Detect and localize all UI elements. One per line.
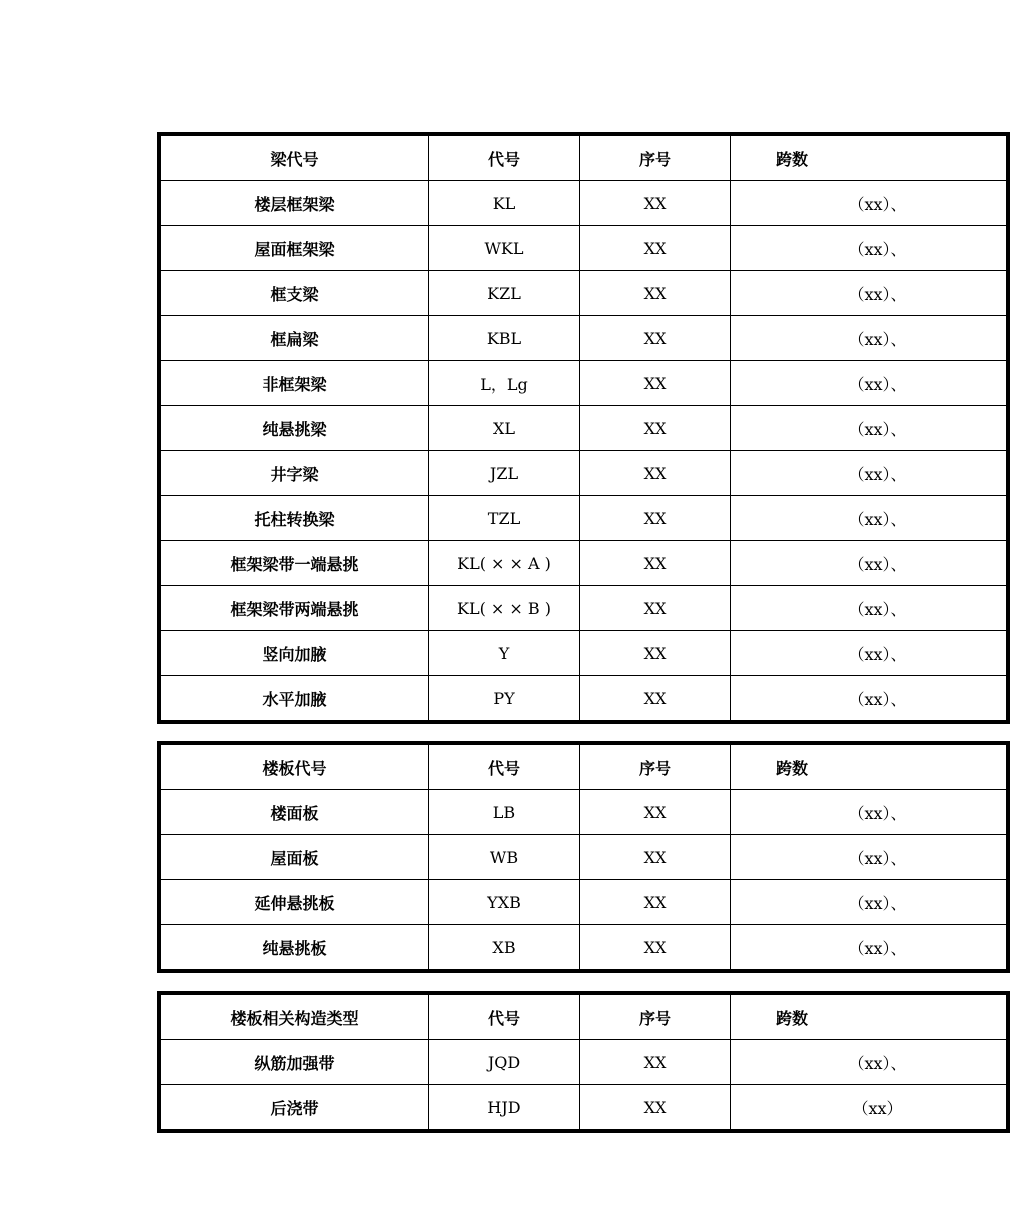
slab-detail-code-table (157, 991, 1010, 1133)
row-span: （xx）、 (731, 676, 1009, 723)
header-name: 梁代号 (159, 134, 429, 181)
row-name: 纯悬挑梁 (159, 406, 429, 451)
row-seq: XX (580, 316, 731, 361)
row-span: （xx）、 (731, 271, 1009, 316)
row-name: 楼层框架梁 (159, 181, 429, 226)
header-name: 楼板相关构造类型 (159, 993, 429, 1040)
row-code: Y (429, 631, 580, 676)
row-name: 纵筋加强带 (159, 1040, 429, 1085)
table-row (159, 496, 1008, 541)
table-header-row (159, 743, 1008, 790)
row-code: KBL (429, 316, 580, 361)
row-code: WKL (429, 226, 580, 271)
row-name: 竖向加腋 (159, 631, 429, 676)
row-code: KL (429, 181, 580, 226)
row-name: 延伸悬挑板 (159, 880, 429, 925)
row-seq: XX (580, 880, 731, 925)
row-code: JQD (429, 1040, 580, 1085)
table-row (159, 631, 1008, 676)
row-span: （xx）、 (731, 226, 1009, 271)
row-span: （xx）、 (731, 181, 1009, 226)
table-row (159, 316, 1008, 361)
header-seq: 序号 (580, 134, 731, 181)
row-code: PY (429, 676, 580, 723)
table-row (159, 586, 1008, 631)
table-header-row (159, 134, 1008, 181)
row-seq: XX (580, 676, 731, 723)
slab-code-table (157, 741, 1010, 973)
row-code: LB (429, 790, 580, 835)
row-code: KL( × × A ) (429, 541, 580, 586)
row-seq: XX (580, 181, 731, 226)
table-row (159, 835, 1008, 880)
row-name: 框支梁 (159, 271, 429, 316)
row-span: （xx）、 (731, 541, 1009, 586)
row-name: 井字梁 (159, 451, 429, 496)
row-seq: XX (580, 835, 731, 880)
row-code: HJD (429, 1085, 580, 1132)
header-span: 跨数 (731, 134, 1009, 181)
table-row (159, 676, 1008, 723)
row-name: 水平加腋 (159, 676, 429, 723)
row-name: 托柱转换梁 (159, 496, 429, 541)
row-name: 非框架梁 (159, 361, 429, 406)
row-code: L，Lg (429, 361, 580, 406)
table-row (159, 880, 1008, 925)
row-seq: XX (580, 451, 731, 496)
beam-code-table (157, 132, 1010, 724)
row-span: （xx）、 (731, 361, 1009, 406)
row-span: （xx）、 (731, 406, 1009, 451)
header-code: 代号 (429, 993, 580, 1040)
header-name: 楼板代号 (159, 743, 429, 790)
header-span: 跨数 (731, 743, 1009, 790)
table-row (159, 925, 1008, 972)
row-code: KZL (429, 271, 580, 316)
header-code: 代号 (429, 743, 580, 790)
row-name: 楼面板 (159, 790, 429, 835)
row-name: 后浇带 (159, 1085, 429, 1132)
document-viewport (157, 132, 907, 1118)
table-row (159, 1085, 1008, 1132)
table-row (159, 541, 1008, 586)
row-span: （xx）、 (731, 790, 1009, 835)
row-seq: XX (580, 1085, 731, 1132)
row-span: （xx）、 (731, 451, 1009, 496)
row-code: XL (429, 406, 580, 451)
row-span: （xx）、 (731, 496, 1009, 541)
header-code: 代号 (429, 134, 580, 181)
table-row (159, 361, 1008, 406)
row-name: 框扁梁 (159, 316, 429, 361)
row-span: （xx）、 (731, 835, 1009, 880)
row-seq: XX (580, 406, 731, 451)
row-seq: XX (580, 1040, 731, 1085)
header-seq: 序号 (580, 743, 731, 790)
header-seq: 序号 (580, 993, 731, 1040)
row-name: 框架梁带两端悬挑 (159, 586, 429, 631)
row-name: 屋面框架梁 (159, 226, 429, 271)
row-name: 屋面板 (159, 835, 429, 880)
row-span: （xx） (731, 1085, 1009, 1132)
row-seq: XX (580, 631, 731, 676)
row-span: （xx）、 (731, 631, 1009, 676)
table-row (159, 1040, 1008, 1085)
row-code: YXB (429, 880, 580, 925)
table-row (159, 790, 1008, 835)
table-row (159, 271, 1008, 316)
row-name: 框架梁带一端悬挑 (159, 541, 429, 586)
row-code: TZL (429, 496, 580, 541)
row-seq: XX (580, 925, 731, 972)
row-span: （xx）、 (731, 925, 1009, 972)
table-header-row (159, 993, 1008, 1040)
table-row (159, 451, 1008, 496)
row-seq: XX (580, 586, 731, 631)
row-seq: XX (580, 790, 731, 835)
row-span: （xx）、 (731, 880, 1009, 925)
row-seq: XX (580, 496, 731, 541)
table-row (159, 181, 1008, 226)
row-code: WB (429, 835, 580, 880)
row-code: JZL (429, 451, 580, 496)
row-seq: XX (580, 361, 731, 406)
row-span: （xx）、 (731, 586, 1009, 631)
row-seq: XX (580, 541, 731, 586)
row-code: XB (429, 925, 580, 972)
row-span: （xx）、 (731, 1040, 1009, 1085)
row-name: 纯悬挑板 (159, 925, 429, 972)
table-row (159, 226, 1008, 271)
row-code: KL( × × B ) (429, 586, 580, 631)
row-span: （xx）、 (731, 316, 1009, 361)
header-span: 跨数 (731, 993, 1009, 1040)
row-seq: XX (580, 226, 731, 271)
row-seq: XX (580, 271, 731, 316)
table-row (159, 406, 1008, 451)
